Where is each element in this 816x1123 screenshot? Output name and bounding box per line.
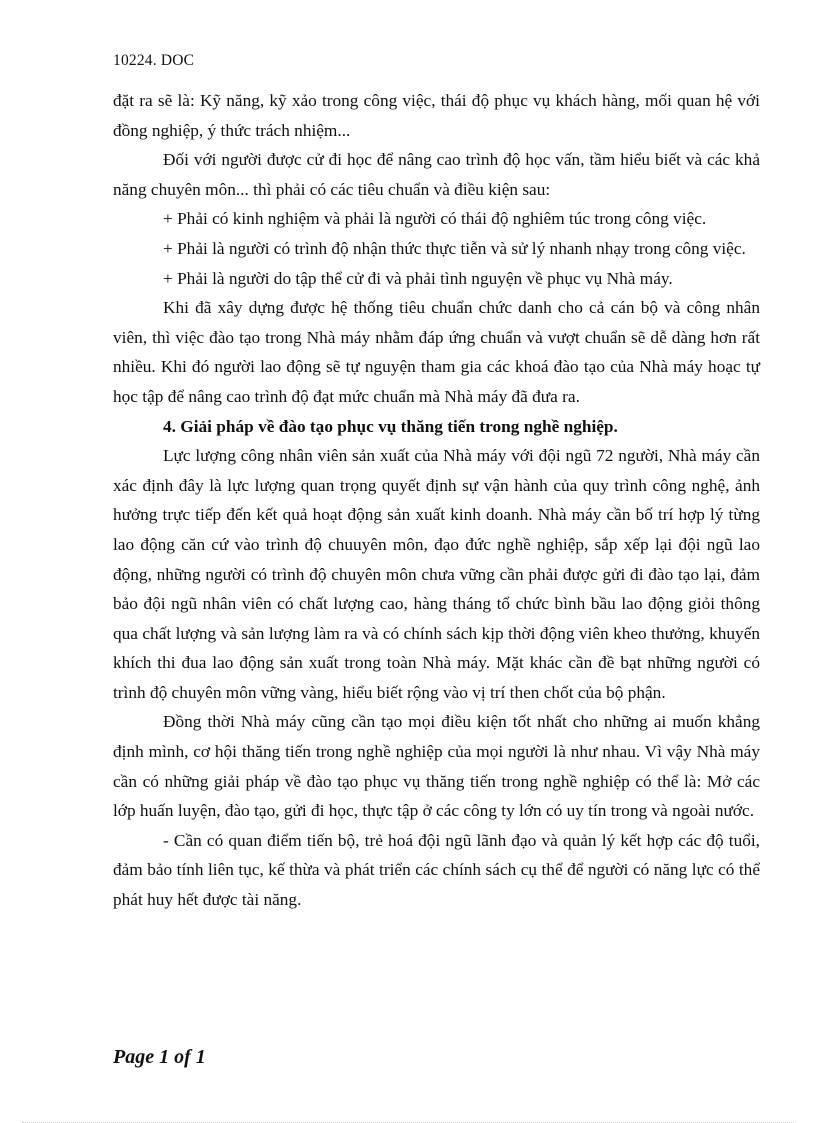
criteria-item-volunteer: + Phải là người do tập thể cử đi và phải tình nguyện về phục vụ Nhà máy. xyxy=(163,268,673,288)
criteria-item-awareness: + Phải là người có trình độ nhận thức thực tiễn và sử lý nhanh nhạy trong công việc. xyxy=(163,238,746,258)
paragraph-training-criteria: Đối với người được cử đi học để nâng cao trình độ học vấn, tầm hiểu biết và các khả năng chuyên môn... thì phải có các tiêu chuẩn và điều kiện sau: xyxy=(113,150,760,199)
paragraph-workforce: Lực lượng công nhân viên sản xuất của Nhà máy với đội ngũ 72 người, Nhà máy cần xác định đây là lực lượng quan trọng quyết định sự vận hành của quy trình công nghệ, ảnh hưởng trực tiếp đến kết quả hoạt động sản xuất kinh doanh. Nhà máy cần bố trí hợp lý từng lao động căn cứ vào trình độ chuuyên môn, đạo đức nghề nghiệp, sắp xếp lại đội ngũ lao động, những người có trình độ chuyên môn chưa vững cần phải được gửi đi đào tạo lại, đảm bảo đội ngũ nhân viên có chất lượng cao, hàng tháng tổ chức bình bầu lao động giỏi thông qua chất lượng và sản lượng làm ra và có chính sách kịp thời động viên kheo thưởng, khuyến khích thi đua lao động sản xuất trong toàn Nhà máy. Mặt khác cần đề bạt những người có trình độ chuyên môn vững vàng, hiểu biết rộng vào vị trí then chốt của bộ phận. xyxy=(113,446,760,702)
document-body xyxy=(113,86,760,915)
paragraph-promotion: Đồng thời Nhà máy cũng cần tạo mọi điều kiện tốt nhất cho những ai muốn khẳng định mình, cơ hội thăng tiến trong nghề nghiệp của mọi người là như nhau. Vì vậy Nhà máy cần có những giải pháp về đào tạo phục vụ thăng tiến trong nghề nghiệp có thể là: Mở các lớp huấn luyện, đào tạo, gửi đi học, thực tập ở các công ty lớn có uy tín trong và ngoài nước. xyxy=(113,712,760,821)
paragraph-continuation: đặt ra sẽ là: Kỹ năng, kỹ xảo trong công việc, thái độ phục vụ khách hàng, mối quan hệ với đồng nghiệp, ý thức trách nhiệm... xyxy=(113,91,760,140)
page-number-label: Page 1 of 1 xyxy=(113,1046,206,1068)
paragraph-standards: Khi đã xây dựng được hệ thống tiêu chuẩn chức danh cho cả cán bộ và công nhân viên, thì việc đào tạo trong Nhà máy nhằm đáp ứng chuẩn và vượt chuẩn sẽ dễ dàng hơn rất nhiều. Khi đó người lao động sẽ tự nguyện tham gia các khoá đào tạo của Nhà máy hoạc tự học tập để nâng cao trình độ đạt mức chuẩn mà Nhà máy đã đưa ra. xyxy=(113,298,760,406)
document-filename: 10224. DOC xyxy=(113,52,195,69)
section-heading: 4. Giải pháp về đào tạo phục vụ thăng tiến trong nghề nghiệp. xyxy=(163,416,618,436)
criteria-item-experience: + Phải có kinh nghiệm và phải là người có thái độ nghiêm túc trong công việc. xyxy=(163,209,707,229)
paragraph-leadership: - Cần có quan điểm tiến bộ, trẻ hoá đội ngũ lãnh đạo và quản lý kết hợp các độ tuổi, đảm bảo tính liên tục, kế thừa và phát triển các chính sách cụ thể để người có năng lực có thể phát huy hết được tài năng. xyxy=(113,830,760,910)
